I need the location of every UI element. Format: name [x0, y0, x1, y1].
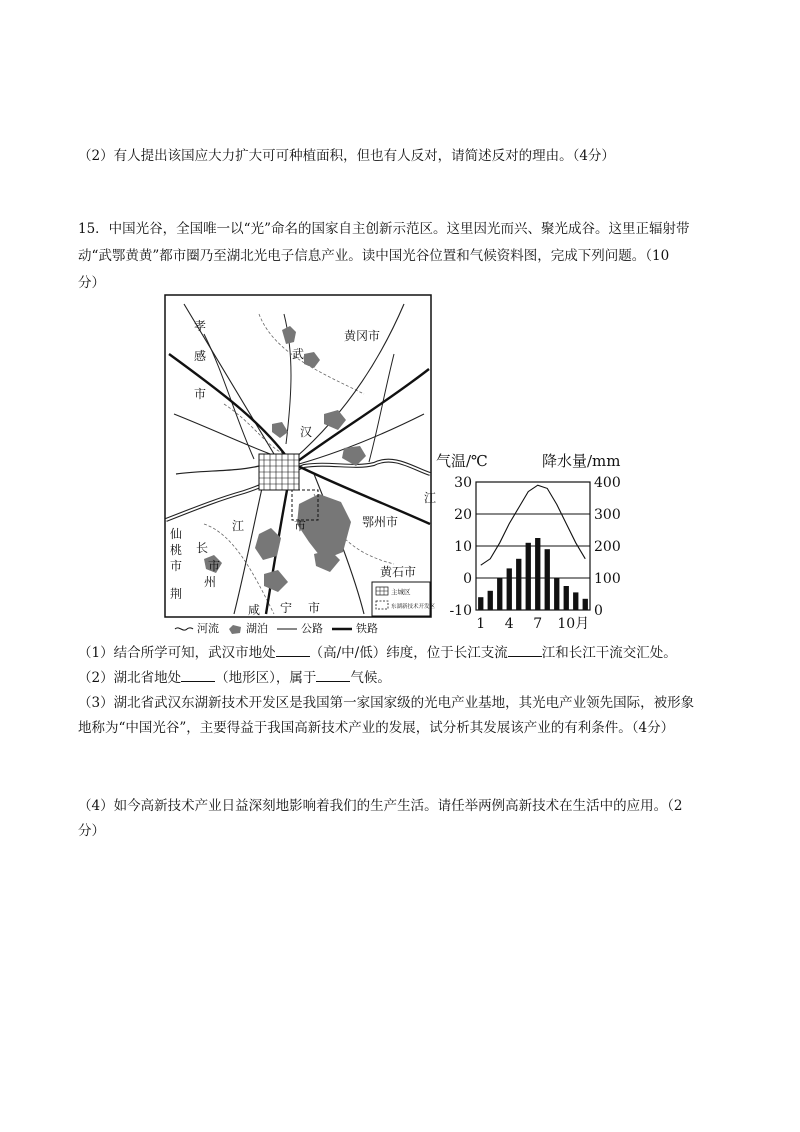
label-wuhan-shi: 市: [294, 519, 307, 533]
question-1: [78, 642, 677, 663]
legend-rail-label: 铁路: [356, 622, 378, 635]
precip-bar-6: [526, 543, 531, 610]
precip-bar-4: [507, 568, 512, 610]
label-ezhou: 鄂州市: [362, 515, 399, 529]
temp-tick-2: 10: [454, 539, 472, 555]
question-3-line1: （3）湖北省武汉东湖新技术开发区是我国第一家国家级的光电产业基地，其光电产业领先国际，被形象: [78, 695, 695, 711]
question-4-line2: 分）: [78, 823, 105, 839]
label-jing: 荆: [170, 587, 183, 601]
legend-road-label: 公路: [301, 622, 323, 635]
climate-chart: [434, 446, 644, 638]
question-15-intro-line2: 动“武鄂黄黄”都市圈乃至湖北光电子信息产业。读中国光谷位置和气候资料图，完成下列问题。（10: [78, 248, 670, 264]
question-3-line2: 地称为“中国光谷”，主要得益于我国高新技术产业的发展，试分析其发展该产业的有利条件。（4分）: [78, 720, 675, 736]
month-unit: 月: [575, 616, 590, 632]
precip-bar-3: [497, 578, 502, 610]
label-xian-ning-2: 宁: [280, 601, 293, 615]
question-15-intro-line3: 分）: [78, 275, 105, 291]
precip-bar-2: [488, 591, 493, 610]
legend-lake-label: 湖泊: [246, 622, 268, 635]
label-jingzhou-shi: 市: [208, 559, 221, 573]
label-xianning-shi: 市: [308, 601, 321, 615]
q2-text-c: 气候。: [350, 670, 391, 686]
guanggu-location-map: [164, 294, 437, 620]
legend-rail: [331, 621, 378, 637]
main-city-area: [259, 454, 299, 490]
precip-tick-0: 400: [594, 475, 621, 491]
precip-axis-title: 降水量/mm: [542, 452, 621, 470]
label-jiang: 江: [232, 519, 245, 533]
month-tick-7: 7: [533, 616, 543, 632]
precip-bar-5: [516, 559, 521, 610]
label-chang: 长: [196, 541, 209, 555]
label-wu: 武: [292, 347, 305, 361]
q2-text-b: （地形区），属于: [215, 670, 317, 686]
precip-bar-8: [545, 549, 550, 610]
precip-bar-7: [535, 538, 540, 610]
temp-tick-3: 0: [463, 571, 472, 587]
q1-text-a: （1）结合所学可知，武汉市地处: [78, 645, 276, 661]
precip-bar-12: [583, 599, 588, 610]
precip-tick-2: 200: [594, 539, 621, 555]
map-legend: [174, 621, 378, 637]
temp-tick-4: -10: [449, 603, 472, 619]
legend-east-lake: 东湖新技术开发区: [391, 604, 436, 610]
month-tick-10: 10: [557, 616, 576, 632]
label-xiao: 孝: [194, 319, 207, 333]
label-jiang-east: 江: [424, 491, 437, 505]
label-zhou: 州: [204, 575, 217, 589]
q2-blank-climate[interactable]: [316, 667, 350, 682]
label-han: 汉: [300, 425, 313, 439]
question-2: [78, 667, 391, 688]
label-xiaogan-shi: 市: [194, 387, 207, 401]
temp-tick-0: 30: [454, 475, 472, 491]
label-huanggang: 黄冈市: [344, 329, 381, 343]
precip-tick-1: 300: [594, 507, 621, 523]
label-gan: 感: [194, 349, 207, 363]
month-tick-4: 4: [504, 616, 514, 632]
precip-tick-4: 0: [594, 603, 603, 619]
month-tick-1: 1: [476, 616, 486, 632]
temperature-line: [481, 485, 586, 565]
label-tao: 桃: [170, 543, 183, 557]
map-inset-legend: [372, 582, 436, 616]
legend-main-city: 主城区: [391, 588, 411, 596]
precip-bar-1: [478, 597, 483, 610]
precip-bar-11: [573, 592, 578, 610]
question-15-intro-line1: 15．中国光谷，全国唯一以“光”命名的国家自主创新示范区。这里因光而兴、聚光成谷。这里正辐射带: [78, 221, 690, 237]
plot-area: [476, 482, 590, 610]
label-xian-ning-1: 咸: [248, 603, 261, 617]
q1-text-c: 江和长江干流交汇处。: [541, 645, 677, 661]
question-14-part-2: （2）有人提出该国应大力扩大可可种植面积，但也有人反对，请简述反对的理由。（4分）: [78, 148, 615, 164]
legend-lake: [227, 621, 268, 637]
label-xian: 仙: [170, 527, 183, 541]
q1-blank-tributary[interactable]: [508, 642, 542, 657]
q2-text-a: （2）湖北省地处: [78, 670, 182, 686]
question-4-line1: （4）如今高新技术产业日益深刻地影响着我们的生产生活。请任举两例高新技术在生活中的应用。（2: [78, 798, 683, 814]
temp-axis-title: 气温/℃: [436, 452, 488, 470]
precip-tick-3: 100: [594, 571, 621, 587]
temp-tick-1: 20: [454, 507, 472, 523]
q1-text-b: （高/中/低）纬度，位于长江支流: [309, 645, 508, 661]
precip-bar-10: [564, 586, 569, 610]
legend-river-label: 河流: [197, 622, 219, 635]
label-huangshi: 黄石市: [380, 565, 417, 579]
legend-river: [174, 621, 219, 637]
q1-blank-latitude[interactable]: [276, 642, 310, 657]
q2-blank-terrain[interactable]: [181, 667, 215, 682]
precip-bar-9: [554, 578, 559, 610]
label-xiantao-shi: 市: [170, 559, 183, 573]
legend-road: [276, 621, 323, 637]
